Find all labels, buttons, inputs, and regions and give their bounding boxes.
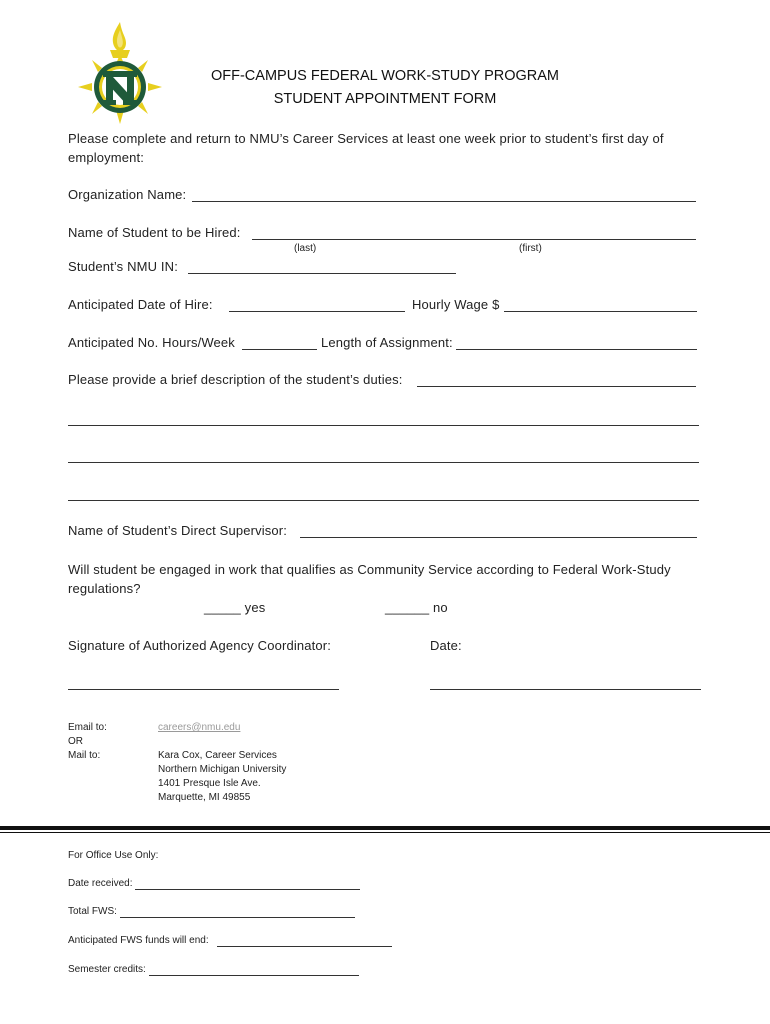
email-link[interactable]: careers@nmu.edu [158,722,241,733]
date-field[interactable] [430,677,701,690]
first-name-hint: (first) [519,243,542,254]
email-to-label: Email to: [68,722,107,733]
no-label: no [433,600,448,615]
date-label: Date: [430,638,462,653]
intro-line2: employment: [68,150,145,165]
hours-week-field[interactable] [242,337,317,350]
mailing-address-line: Northern Michigan University [158,764,287,775]
supervisor-field[interactable] [300,525,697,538]
signature-label: Signature of Authorized Agency Coordinator: [68,638,332,653]
total-fws-label: Total FWS: [68,906,117,917]
signature-field[interactable] [68,677,339,690]
mailing-address-line: Kara Cox, Career Services [158,750,277,761]
duties-field-2[interactable] [68,413,699,426]
divider-thick [0,826,770,830]
mail-to-label: Mail to: [68,750,101,761]
duties-label: Please provide a brief description of the student’s duties: [68,372,403,387]
no-blank[interactable]: ______ [385,600,430,615]
organization-name-field[interactable] [192,189,696,202]
duties-field-4[interactable] [68,488,699,501]
community-service-question-line2: regulations? [68,581,141,596]
date-received-field[interactable] [135,879,360,890]
no-option[interactable] [385,600,448,615]
yes-label: yes [244,600,266,615]
funds-end-label: Anticipated FWS funds will end: [68,935,209,946]
student-name-field[interactable] [252,227,696,240]
form-title-line1: OFF-CAMPUS FEDERAL WORK-STUDY PROGRAM [210,68,560,84]
divider-thin [0,832,770,833]
nmu-in-field[interactable] [188,261,456,274]
date-received-label: Date received: [68,878,133,889]
student-name-label: Name of Student to be Hired: [68,225,241,240]
hourly-wage-label: Hourly Wage $ [412,297,500,312]
length-assignment-label: Length of Assignment: [321,335,453,350]
semester-credits-label: Semester credits: [68,964,146,975]
form-title-line2: STUDENT APPOINTMENT FORM [273,91,497,107]
date-of-hire-field[interactable] [229,299,405,312]
duties-field-1[interactable] [417,374,696,387]
office-use-heading: For Office Use Only: [68,850,159,861]
hourly-wage-field[interactable] [504,299,697,312]
hours-week-label: Anticipated No. Hours/Week [68,335,235,350]
intro-line1: Please complete and return to NMU’s Career Services at least one week prior to student’s first day of [68,131,664,146]
length-assignment-field[interactable] [456,337,697,350]
semester-credits-field[interactable] [149,965,359,976]
organization-name-label: Organization Name: [68,187,187,202]
supervisor-label: Name of Student’s Direct Supervisor: [68,523,288,538]
date-of-hire-label: Anticipated Date of Hire: [68,297,213,312]
mailing-address-line: 1401 Presque Isle Ave. [158,778,261,789]
last-name-hint: (last) [294,243,317,254]
nmu-in-label: Student’s NMU IN: [68,259,178,274]
mailing-address-line: Marquette, MI 49855 [158,792,251,803]
funds-end-field[interactable] [217,936,392,947]
nmu-logo [78,20,162,124]
yes-option[interactable] [204,600,265,615]
community-service-question-line1: Will student be engaged in work that qualifies as Community Service according to Federal Work-Study [68,562,671,577]
total-fws-field[interactable] [120,907,355,918]
yes-blank[interactable]: _____ [204,600,241,615]
or-label: OR [68,736,83,747]
duties-field-3[interactable] [68,450,699,463]
